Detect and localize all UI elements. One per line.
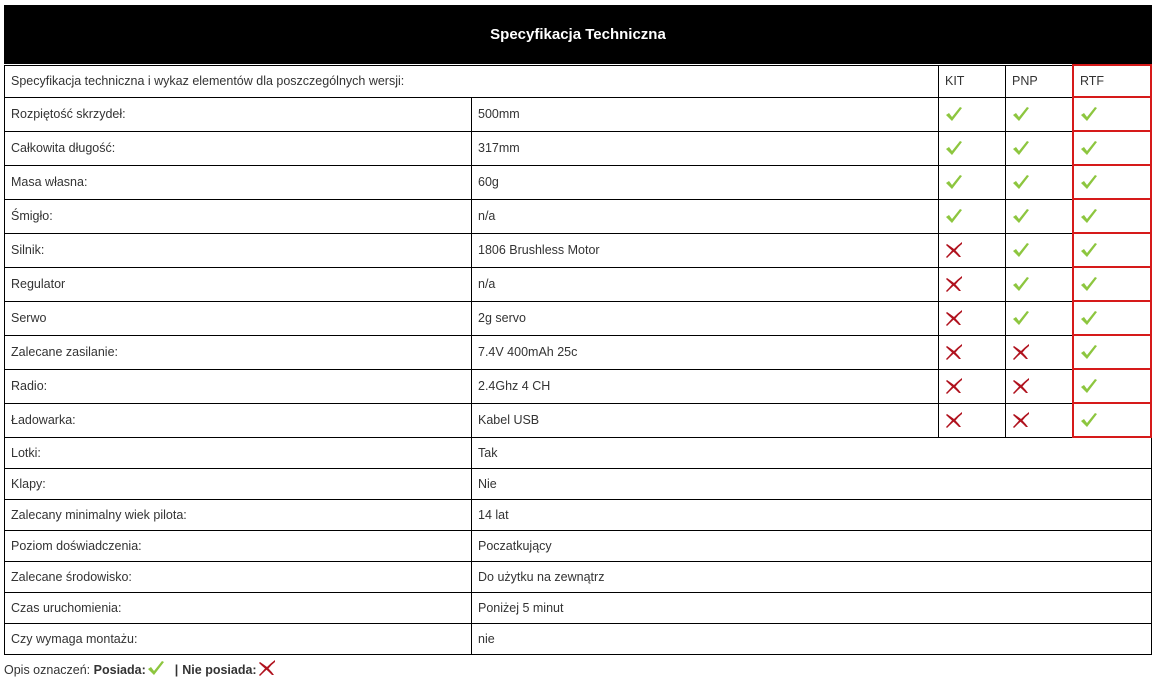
checkmark-icon bbox=[1012, 276, 1066, 292]
spec-table-body bbox=[5, 65, 1152, 655]
mark-cell-rtf bbox=[1073, 165, 1151, 199]
spec-value: Kabel USB bbox=[472, 403, 939, 437]
info-label: Czy wymaga montażu: bbox=[5, 624, 472, 655]
mark-cell-kit bbox=[939, 267, 1006, 301]
checkmark-icon bbox=[1080, 378, 1144, 394]
info-value: Poczatkujący bbox=[472, 531, 1152, 562]
info-label: Zalecane środowisko: bbox=[5, 562, 472, 593]
mark-cell-rtf bbox=[1073, 131, 1151, 165]
legend bbox=[4, 660, 278, 679]
info-label: Lotki: bbox=[5, 437, 472, 469]
info-value: Poniżej 5 minut bbox=[472, 593, 1152, 624]
info-value: Tak bbox=[472, 437, 1152, 469]
mark-cell-kit bbox=[939, 403, 1006, 437]
table-row bbox=[5, 301, 1152, 335]
table-row bbox=[5, 97, 1152, 131]
info-value: Nie bbox=[472, 469, 1152, 500]
cross-icon bbox=[945, 378, 999, 394]
mark-cell-pnp bbox=[1006, 301, 1074, 335]
checkmark-icon bbox=[945, 106, 999, 122]
mark-cell-rtf bbox=[1073, 233, 1151, 267]
table-row bbox=[5, 199, 1152, 233]
spec-table bbox=[4, 64, 1152, 655]
table-row bbox=[5, 233, 1152, 267]
column-header-rtf: RTF bbox=[1073, 65, 1151, 97]
spec-header bbox=[4, 5, 1152, 64]
legend-has-label: Posiada: bbox=[93, 662, 146, 677]
spec-value: 60g bbox=[472, 165, 939, 199]
info-label: Klapy: bbox=[5, 469, 472, 500]
checkmark-icon bbox=[945, 140, 999, 156]
mark-cell-pnp bbox=[1006, 369, 1074, 403]
spec-label: Rozpiętość skrzydeł: bbox=[5, 97, 472, 131]
cross-icon bbox=[1012, 412, 1066, 428]
legend-separator: | bbox=[174, 662, 179, 677]
table-row bbox=[5, 500, 1152, 531]
spec-label: Silnik: bbox=[5, 233, 472, 267]
cross-icon bbox=[945, 242, 999, 258]
mark-cell-pnp bbox=[1006, 335, 1074, 369]
table-row bbox=[5, 165, 1152, 199]
checkmark-icon bbox=[1080, 140, 1144, 156]
info-label: Czas uruchomienia: bbox=[5, 593, 472, 624]
info-label: Poziom doświadczenia: bbox=[5, 531, 472, 562]
spec-value: n/a bbox=[472, 199, 939, 233]
checkmark-icon bbox=[1012, 242, 1066, 258]
spec-label: Regulator bbox=[5, 267, 472, 301]
mark-cell-kit bbox=[939, 369, 1006, 403]
mark-cell-kit bbox=[939, 97, 1006, 131]
mark-cell-kit bbox=[939, 301, 1006, 335]
checkmark-icon bbox=[1012, 106, 1066, 122]
checkmark-icon bbox=[1080, 106, 1144, 122]
checkmark-icon bbox=[1080, 344, 1144, 360]
cross-icon bbox=[945, 412, 999, 428]
mark-cell-pnp bbox=[1006, 233, 1074, 267]
cross-icon bbox=[1012, 378, 1066, 394]
spec-title: Specyfikacja Techniczna bbox=[490, 26, 666, 43]
table-header-row bbox=[5, 65, 1152, 97]
mark-cell-pnp bbox=[1006, 199, 1074, 233]
spec-label: Masa własna: bbox=[5, 165, 472, 199]
spec-label: Ładowarka: bbox=[5, 403, 472, 437]
spec-value: 500mm bbox=[472, 97, 939, 131]
mark-cell-kit bbox=[939, 199, 1006, 233]
legend-prefix: Opis oznaczeń: bbox=[4, 662, 91, 677]
table-row bbox=[5, 562, 1152, 593]
table-row bbox=[5, 531, 1152, 562]
cross-icon bbox=[945, 310, 999, 326]
mark-cell-pnp bbox=[1006, 403, 1074, 437]
mark-cell-pnp bbox=[1006, 165, 1074, 199]
table-row bbox=[5, 624, 1152, 655]
spec-table-container bbox=[4, 5, 1152, 655]
spec-value: 2g servo bbox=[472, 301, 939, 335]
checkmark-icon bbox=[1080, 242, 1144, 258]
mark-cell-kit bbox=[939, 165, 1006, 199]
legend-not-has-label: Nie posiada: bbox=[182, 662, 257, 677]
spec-label: Serwo bbox=[5, 301, 472, 335]
checkmark-icon bbox=[945, 174, 999, 190]
mark-cell-rtf bbox=[1073, 403, 1151, 437]
table-row bbox=[5, 369, 1152, 403]
spec-label: Zalecane zasilanie: bbox=[5, 335, 472, 369]
checkmark-icon bbox=[1080, 208, 1144, 224]
mark-cell-rtf bbox=[1073, 199, 1151, 233]
checkmark-icon bbox=[1012, 208, 1066, 224]
table-row bbox=[5, 593, 1152, 624]
mark-cell-kit bbox=[939, 335, 1006, 369]
spec-label: Całkowita długość: bbox=[5, 131, 472, 165]
mark-cell-rtf bbox=[1073, 267, 1151, 301]
spec-label: Radio: bbox=[5, 369, 472, 403]
table-row bbox=[5, 131, 1152, 165]
table-row bbox=[5, 469, 1152, 500]
checkmark-icon bbox=[1080, 174, 1144, 190]
column-header-kit: KIT bbox=[939, 65, 1006, 97]
checkmark-icon bbox=[1080, 412, 1144, 428]
info-value: Do użytku na zewnątrz bbox=[472, 562, 1152, 593]
spec-value: 317mm bbox=[472, 131, 939, 165]
table-row bbox=[5, 335, 1152, 369]
spec-label: Śmigło: bbox=[5, 199, 472, 233]
cross-icon bbox=[945, 344, 999, 360]
table-row bbox=[5, 437, 1152, 469]
info-label: Zalecany minimalny wiek pilota: bbox=[5, 500, 472, 531]
mark-cell-kit bbox=[939, 131, 1006, 165]
checkmark-icon bbox=[945, 208, 999, 224]
checkmark-icon bbox=[147, 660, 165, 679]
mark-cell-pnp bbox=[1006, 131, 1074, 165]
column-header-pnp: PNP bbox=[1006, 65, 1074, 97]
mark-cell-rtf bbox=[1073, 335, 1151, 369]
info-value: 14 lat bbox=[472, 500, 1152, 531]
checkmark-icon bbox=[1012, 140, 1066, 156]
table-row bbox=[5, 403, 1152, 437]
checkmark-icon bbox=[1012, 174, 1066, 190]
mark-cell-rtf bbox=[1073, 97, 1151, 131]
mark-cell-rtf bbox=[1073, 301, 1151, 335]
info-value: nie bbox=[472, 624, 1152, 655]
mark-cell-kit bbox=[939, 233, 1006, 267]
spec-value: 1806 Brushless Motor bbox=[472, 233, 939, 267]
checkmark-icon bbox=[1080, 310, 1144, 326]
mark-cell-pnp bbox=[1006, 267, 1074, 301]
cross-icon bbox=[1012, 344, 1066, 360]
checkmark-icon bbox=[1012, 310, 1066, 326]
intro-cell: Specyfikacja techniczna i wykaz elementów dla poszczególnych wersji: bbox=[5, 65, 939, 97]
mark-cell-rtf bbox=[1073, 369, 1151, 403]
cross-icon bbox=[945, 276, 999, 292]
mark-cell-pnp bbox=[1006, 97, 1074, 131]
spec-value: 2.4Ghz 4 CH bbox=[472, 369, 939, 403]
checkmark-icon bbox=[1080, 276, 1144, 292]
cross-icon bbox=[258, 660, 276, 679]
table-row bbox=[5, 267, 1152, 301]
spec-value: 7.4V 400mAh 25c bbox=[472, 335, 939, 369]
spec-value: n/a bbox=[472, 267, 939, 301]
